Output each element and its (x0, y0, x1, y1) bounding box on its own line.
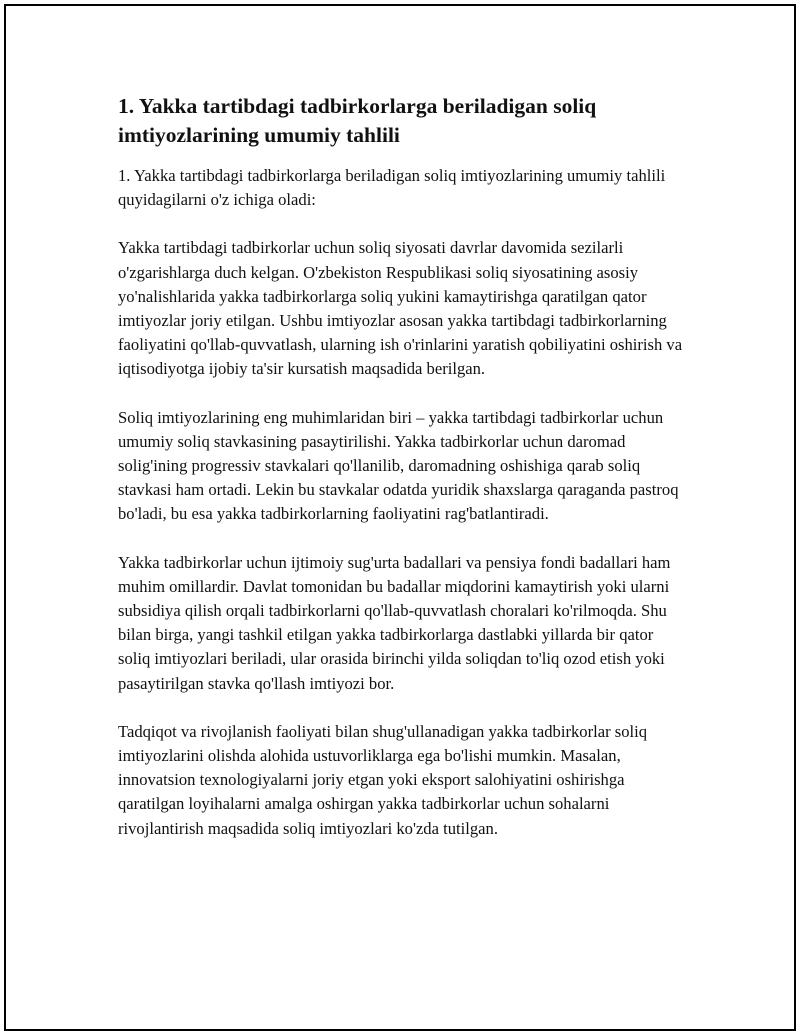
paragraph-tax-policy: Yakka tartibdagi tadbirkorlar uchun soliq siyosati davrlar davomida sezilarli o'zgarishlarga duch kelgan. O'zbekiston Respublikasi soliq siyosatining asosiy yo'nalishlarida yakka tadbirkorlarga soliq yukini kamaytirishga qaratilgan qator imtiyozlar joriy etilgan. Ushbu imtiyozlar asosan yakka tartibdagi tadbirkorlarning faoliyatini qo'llab-quvvatlash, ularning ish o'rinlarini yaratish qobiliyatini oshirish va iqtisodiyotga ijobiy ta'sir kursatish maqsadida berilgan. (118, 238, 683, 379)
document-body (118, 92, 688, 865)
paragraph-intro: 1. Yakka tartibdagi tadbirkorlarga beriladigan soliq imtiyozlarining umumiy tahlili quyidagilarni o'z ichiga oladi: (118, 166, 666, 210)
paragraph-research-development: Tadqiqot va rivojlanish faoliyati bilan shug'ullanadigan yakka tadbirkorlar soliq imtiyozlarini olishda alohida ustuvorliklarga ega bo'lishi mumkin. Masalan, innovatsion texnologiyalarni joriy etgan yoki eksport salohiyatini oshirishga qaratilgan loyihalarni amalga oshirgan yakka tadbirkorlar uchun sohalarni rivojlantirish maqsadida soliq imtiyozlari ko'zda tutilgan. (118, 721, 648, 838)
paragraph-social-insurance: Yakka tadbirkorlar uchun ijtimoiy sug'urta badallari va pensiya fondi badallari ham muhim omillardir. Davlat tomonidan bu badallar miqdorini kamaytirish yoki ularni subsidiya qilish orqali tadbirkorlarni qo'llab-quvvatlash choralari ko'rilmoqda. Shu bilan birga, yangi tashkil etilgan yakka tadbirkorlarga dastlabki yillarda bir qator soliq imtiyozlari beriladi, ular orasida birinchi yilda soliqdan to'liq ozod etish yoki pasaytirilgan stavka qo'llash imtiyozi bor. (118, 552, 671, 693)
section-heading: 1. Yakka tartibdagi tadbirkorlarga beriladigan soliq imtiyozlarining umumiy tahlili (118, 94, 597, 147)
paragraph-tax-rates: Soliq imtiyozlarining eng muhimlaridan biri – yakka tartibdagi tadbirkorlar uchun umumiy soliq stavkasining pasaytirilishi. Yakka tadbirkorlar uchun daromad solig'ining progressiv stavkalari qo'llanilib, daromadning oshishiga qarab soliq stavkasi ham ortadi. Lekin bu stavkalar odatda yuridik shaxslarga qaraganda pastroq bo'ladi, bu esa yakka tadbirkorlarning faoliyatini rag'batlantiradi. (118, 407, 679, 524)
